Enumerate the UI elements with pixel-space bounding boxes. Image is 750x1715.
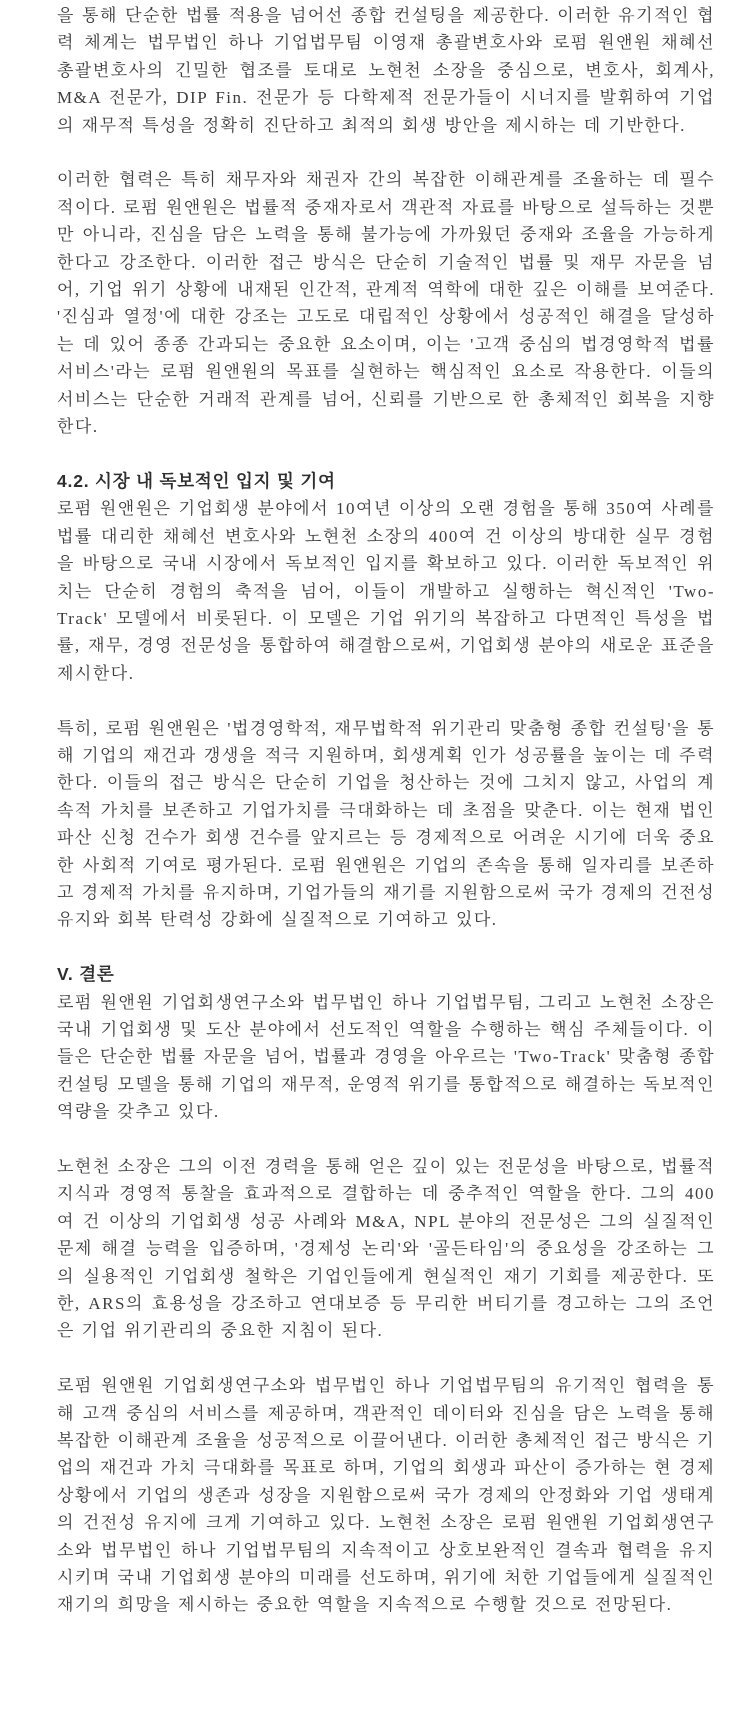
- document-content: [57, 2, 715, 1619]
- paragraph-mediation-philosophy: 이러한 협력은 특히 채무자와 채권자 간의 복잡한 이해관계를 조율하는 데 필수적이다. 로펌 원앤원은 법률적 중재자로서 객관적 자료를 바탕으로 설득하는 것뿐만 아니라, 진심을 담은 노력을 통해 불가능에 가까웠던 중재와 조율을 가능하게 한다고 강조한다. 이러한 접근 방식은 단순히 기술적인 법률 및 재무 자문을 넘어, 기업 위기 상황에 내재된 인간적, 관계적 역학에 대한 깊은 이해를 보여준다. '진심과 열정'에 대한 강조는 고도로 대립적인 상황에서 성공적인 해결을 달성하는 데 있어 종종 간과되는 중요한 요소이며, 이는 '고객 중심의 법경영학적 법률 서비스'라는 로펌 원앤원의 목표를 실현하는 핵심적인 요소로 작용한다. 이들의 서비스는 단순한 거래적 관계를 넘어, 신뢰를 기반으로 한 총체적인 회복을 지향한다.: [57, 170, 715, 437]
- paragraph-track-record: 로펌 원앤원은 기업회생 분야에서 10여년 이상의 오랜 경험을 통해 350여 사례를 법률 대리한 채혜선 변호사와 노현천 소장의 400여 건 이상의 방대한 실무 경험을 바탕으로 국내 시장에서 독보적인 입지를 확보하고 있다. 이러한 독보적인 위치는 단순히 경험의 축적을 넘어, 이들이 개발하고 실행하는 혁신적인 'Two-Track' 모델에서 비롯된다. 이 모델은 기업 위기의 복잡하고 다면적인 특성을 법률, 재무, 경영 전문성을 통합하여 해결함으로써, 기업회생 분야의 새로운 표준을 제시한다.: [57, 499, 715, 683]
- paragraph-consulting-collaboration: 을 통해 단순한 법률 적용을 넘어선 종합 컨설팅을 제공한다. 이러한 유기적인 협력 체계는 법무법인 하나 기업법무팀 이영재 총괄변호사와 로펌 원앤원 채혜선 총괄변호사의 긴밀한 협조를 토대로 노현천 소장을 중심으로, 변호사, 회계사, M&A 전문가, DIP Fin. 전문가 등 다학제적 전문가들이 시너지를 발휘하여 기업의 재무적 특성을 정확히 진단하고 최적의 회생 방안을 제시하는 데 기반한다.: [57, 6, 715, 135]
- section-heading-4-2-market-position: 4.2. 시장 내 독보적인 입지 및 기여: [57, 470, 336, 491]
- paragraph-future-outlook: 로펌 원앤원 기업회생연구소와 법무법인 하나 기업법무팀의 유기적인 협력을 통해 고객 중심의 서비스를 제공하며, 객관적인 데이터와 진심을 담은 노력을 통해 복잡한 이해관계 조율을 성공적으로 이끌어낸다. 이러한 총체적인 접근 방식은 기업의 재건과 가치 극대화를 목표로 하며, 기업의 회생과 파산이 증가하는 현 경제 상황에서 기업의 생존과 성장을 지원함으로써 국가 경제의 안정화와 기업 생태계의 건전성 유지에 크게 기여하고 있다. 노현천 소장은 로펌 원앤원 기업회생연구소와 법무법인 하나 기업법무팀의 지속적이고 상호보완적인 결속과 협력을 유지시키며 국내 기업회생 분야의 미래를 선도하며, 위기에 처한 기업들에게 실질적인 재기의 희망을 제시하는 중요한 역할을 지속적으로 수행할 것으로 전망된다.: [57, 1376, 715, 1615]
- paragraph-director-expertise: 노현천 소장은 그의 이전 경력을 통해 얻은 깊이 있는 전문성을 바탕으로, 법률적 지식과 경영적 통찰을 효과적으로 결합하는 데 중추적인 역할을 한다. 그의 400여 건 이상의 기업회생 성공 사례와 M&A, NPL 분야의 전문성은 그의 실질적인 문제 해결 능력을 입증하며, '경제성 논리'와 '골든타임'의 중요성을 강조하는 그의 실용적인 기업회생 철학은 기업인들에게 현실적인 재기 기회를 제공한다. 또한, ARS의 효용성을 강조하고 연대보증 등 무리한 버티기를 경고하는 그의 조언은 기업 위기관리의 중요한 지침이 된다.: [57, 1156, 715, 1341]
- paragraph-social-contribution: 특히, 로펌 원앤원은 '법경영학적, 재무법학적 위기관리 맞춤형 종합 컨설팅'을 통해 기업의 재건과 갱생을 적극 지원하며, 회생계획 인가 성공률을 높이는 데 주력한다. 이들의 접근 방식은 단순히 기업을 청산하는 것에 그치지 않고, 사업의 계속적 가치를 보존하고 기업가치를 극대화하는 데 초점을 맞춘다. 이는 현재 법인 파산 신청 건수가 회생 건수를 앞지르는 등 경제적으로 어려운 시기에 더욱 중요한 사회적 기여로 평가된다. 로펌 원앤원은 기업의 존속을 통해 일자리를 보존하고 경제적 가치를 유지하며, 기업가들의 재기를 지원함으로써 국가 경제의 건전성 유지와 회복 탄력성 강화에 실질적으로 기여하고 있다.: [57, 718, 715, 930]
- paragraph-conclusion-overview: 로펌 원앤원 기업회생연구소와 법무법인 하나 기업법무팀, 그리고 노현천 소장은 국내 기업회생 및 도산 분야에서 선도적인 역할을 수행하는 핵심 주체들이다. 이들은 단순한 법률 자문을 넘어, 법률과 경영을 아우르는 'Two-Track' 맞춤형 종합 컨설팅 모델을 통해 기업의 재무적, 운영적 위기를 통합적으로 해결하는 독보적인 역량을 갖추고 있다.: [57, 992, 715, 1122]
- section-heading-v-conclusion: V. 결론: [57, 964, 115, 985]
